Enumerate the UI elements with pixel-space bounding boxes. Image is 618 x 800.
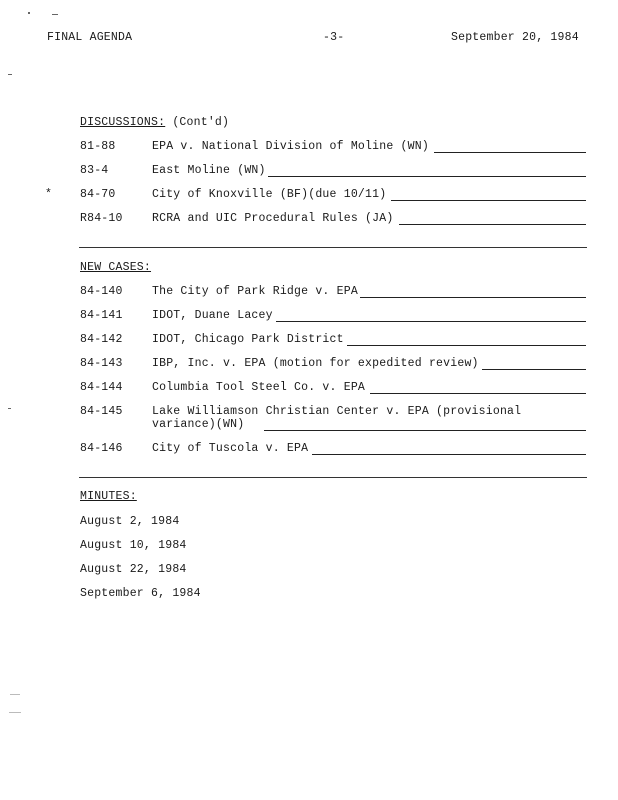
fill-line xyxy=(399,224,586,225)
fill-line xyxy=(312,454,586,455)
case-description: Columbia Tool Steel Co. v. EPA xyxy=(152,381,366,394)
minutes-date: September 6, 1984 xyxy=(80,587,201,600)
case-number: 81-88 xyxy=(80,140,116,153)
minutes-heading: MINUTES: xyxy=(80,490,137,503)
item-marker: * xyxy=(45,188,53,201)
minutes-date: August 10, 1984 xyxy=(80,539,187,552)
case-number: 84-141 xyxy=(80,309,123,322)
case-description: IBP, Inc. v. EPA (motion for expedited review) xyxy=(152,357,479,370)
new-cases-heading: NEW CASES: xyxy=(80,261,152,274)
case-description: City of Tuscola v. EPA xyxy=(152,442,309,455)
fill-line xyxy=(268,176,586,177)
case-number: 84-143 xyxy=(80,357,123,370)
discussions-heading-label: DISCUSSIONS: xyxy=(80,116,166,129)
case-description: East Moline (WN) xyxy=(152,164,266,177)
scan-artifact xyxy=(52,14,58,15)
page-number: -3- xyxy=(323,31,345,44)
minutes-date: August 22, 1984 xyxy=(80,563,187,576)
scan-artifact xyxy=(10,694,20,695)
case-number: 84-145 xyxy=(80,405,123,418)
case-description: City of Knoxville (BF)(due 10/11) xyxy=(152,188,387,201)
case-number: 84-144 xyxy=(80,381,123,394)
case-number: 84-140 xyxy=(80,285,123,298)
case-description: The City of Park Ridge v. EPA xyxy=(152,285,358,298)
scan-artifact xyxy=(28,12,30,14)
case-number: 83-4 xyxy=(80,164,109,177)
fill-line xyxy=(360,297,586,298)
case-number: 84-146 xyxy=(80,442,123,455)
section-divider xyxy=(79,477,587,478)
fill-line xyxy=(434,152,586,153)
case-description-continued: variance)(WN) xyxy=(152,418,245,431)
fill-line xyxy=(276,321,586,322)
fill-line xyxy=(264,430,586,431)
scan-artifact xyxy=(8,74,12,75)
case-number: 84-142 xyxy=(80,333,123,346)
discussions-heading xyxy=(80,116,229,129)
header-title: FINAL AGENDA xyxy=(47,31,133,44)
case-number: R84-10 xyxy=(80,212,123,225)
case-description: IDOT, Duane Lacey xyxy=(152,309,273,322)
fill-line xyxy=(391,200,586,201)
case-description: EPA v. National Division of Moline (WN) xyxy=(152,140,429,153)
scan-artifact xyxy=(8,408,11,409)
scan-artifact xyxy=(9,712,21,713)
fill-line xyxy=(347,345,586,346)
discussions-heading-suffix: (Cont'd) xyxy=(172,116,230,129)
case-description: Lake Williamson Christian Center v. EPA (provisional xyxy=(152,405,522,418)
section-divider xyxy=(79,247,587,248)
case-description: RCRA and UIC Procedural Rules (JA) xyxy=(152,212,394,225)
fill-line xyxy=(482,369,586,370)
fill-line xyxy=(370,393,586,394)
header-date: September 20, 1984 xyxy=(451,31,579,44)
minutes-date: August 2, 1984 xyxy=(80,515,180,528)
case-description: IDOT, Chicago Park District xyxy=(152,333,344,346)
case-number: 84-70 xyxy=(80,188,116,201)
